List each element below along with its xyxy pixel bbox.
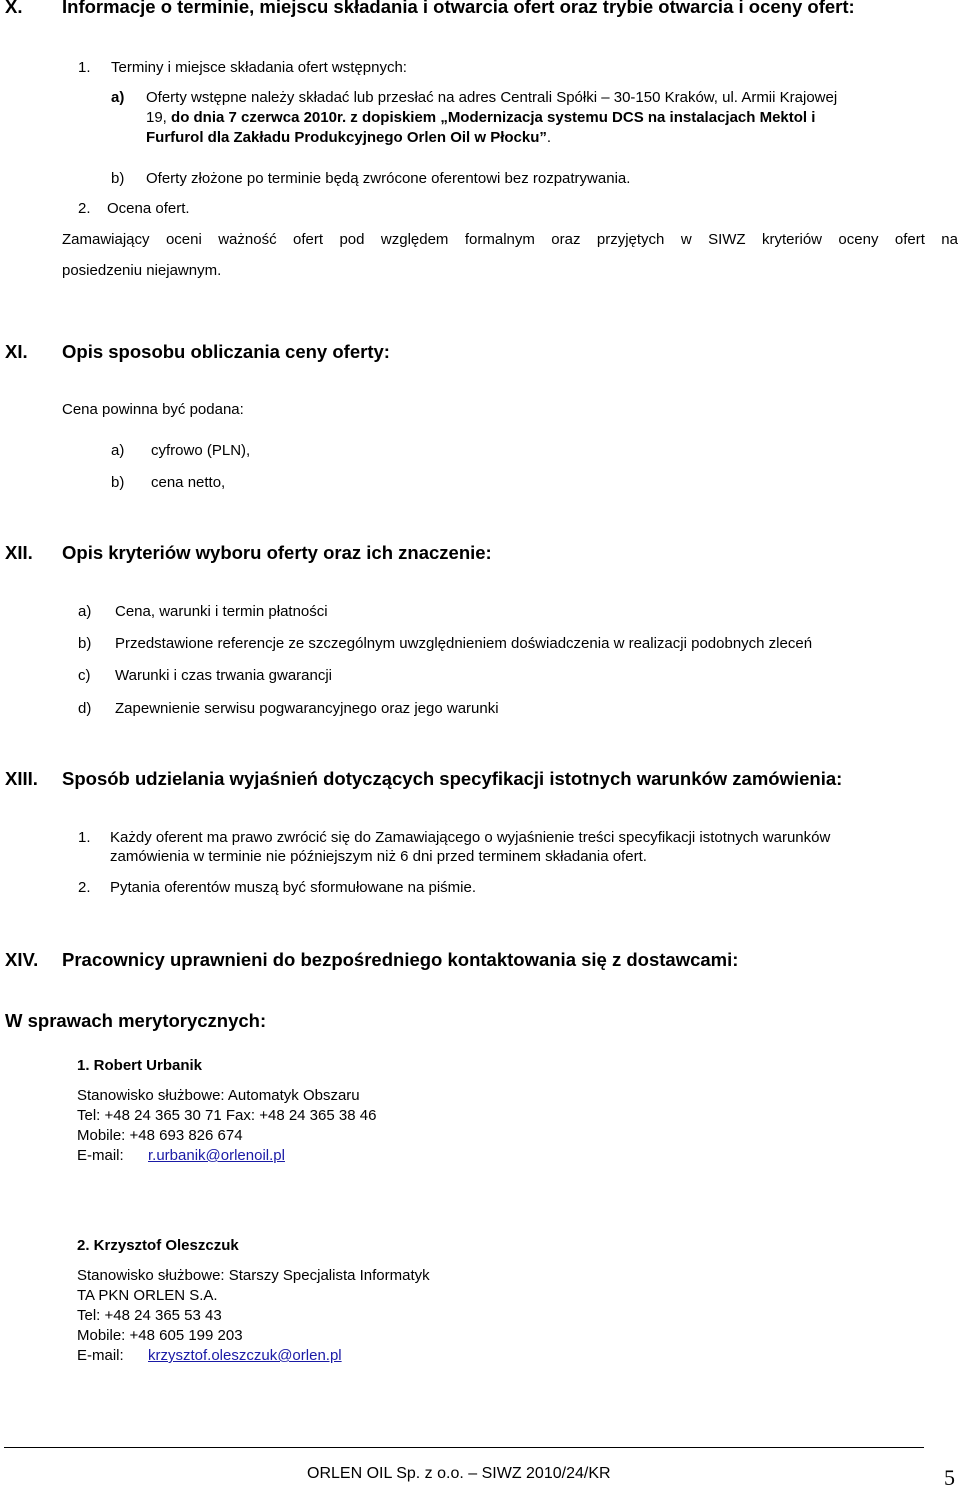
page-number: 5 (944, 1465, 955, 1490)
section-xiv-number: XIV. (5, 949, 39, 970)
criteria-item-a-label: a) (78, 603, 92, 620)
section-xii-title: Opis kryteriów wyboru oferty oraz ich znaczenie: (62, 542, 492, 563)
footer-text: ORLEN OIL Sp. z o.o. – SIWZ 2010/24/KR (307, 1465, 611, 1482)
criteria-item-b-label: b) (78, 635, 92, 652)
contact-1-name: 1. Robert Urbanik (77, 1057, 203, 1074)
clarification-item-1-line-1: Każdy oferent ma prawo zwrócić się do Zamawiającego o wyjaśnienie treści specyfikacji istotnych warunków (110, 829, 831, 846)
section-xiv-title: Pracownicy uprawnieni do bezpośredniego kontaktowania się z dostawcami: (62, 949, 739, 970)
item-a-label: a) (111, 89, 125, 106)
contact-2-email-label: E-mail: (77, 1347, 124, 1364)
section-xiii-title: Sposób udzielania wyjaśnień dotyczących specyfikacji istotnych warunków zamówienia: (62, 768, 843, 789)
contact-1-email-link[interactable]: r.urbanik@orlenoil.pl (148, 1147, 285, 1164)
item-a-line-3: Furfurol dla Zakładu Produkcyjnego Orlen Oil w Płocku”. (146, 129, 552, 146)
price-item-b-text: cena netto, (151, 474, 226, 491)
section-xi-title: Opis sposobu obliczania ceny oferty: (62, 341, 390, 362)
section-xi-number: XI. (5, 341, 28, 362)
clarification-item-2-text: Pytania oferentów muszą być sformułowane na piśmie. (110, 879, 477, 896)
clarification-item-2-number: 2. (78, 879, 91, 896)
evaluation-paragraph-line-2: posiedzeniu niejawnym. (62, 262, 222, 279)
criteria-item-d-label: d) (78, 700, 92, 717)
contact-2-phone: Tel: +48 24 365 53 43 (77, 1307, 222, 1324)
price-item-a-text: cyfrowo (PLN), (151, 442, 251, 459)
item-b-label: b) (111, 170, 125, 187)
contact-2-email-link[interactable]: krzysztof.oleszczuk@orlen.pl (148, 1347, 342, 1364)
price-item-b-label: b) (111, 474, 125, 491)
contact-2-organization: TA PKN ORLEN S.A. (77, 1287, 218, 1304)
section-xiii-number: XIII. (5, 768, 38, 789)
section-x-item-2-number: 2. (78, 200, 91, 217)
price-item-a-label: a) (111, 442, 125, 459)
contacts-subheading: W sprawach merytorycznych: (5, 1010, 267, 1031)
clarification-item-1-number: 1. (78, 829, 91, 846)
criteria-item-d-text: Zapewnienie serwisu pogwarancyjnego oraz jego warunki (115, 700, 499, 717)
contact-1-email-label: E-mail: (77, 1147, 124, 1164)
item-a-line-1: Oferty wstępne należy składać lub przesłać na adres Centrali Spółki – 30-150 Kraków, ul. Armii Krajowej (146, 89, 838, 106)
criteria-item-c-label: c) (78, 667, 91, 684)
clarification-item-1-line-2: zamówienia w terminie nie późniejszym niż 6 dni przed terminem składania ofert. (110, 848, 647, 865)
criteria-item-b-text: Przedstawione referencje ze szczególnym uwzględnieniem doświadczenia w realizacji podobnych zleceń (115, 635, 813, 652)
contact-2-name: 2. Krzysztof Oleszczuk (77, 1237, 239, 1254)
section-x-number: X. (5, 0, 23, 17)
footer-divider (4, 1447, 924, 1448)
evaluation-paragraph-line-1: Zamawiający oceni ważność ofert pod względem formalnym oraz przyjętych w SIWZ kryteriów oceny ofert na (62, 231, 958, 248)
section-x-title: Informacje o terminie, miejscu składania i otwarcia ofert oraz trybie otwarcia i oceny ofert: (62, 0, 855, 17)
contact-1-mobile: Mobile: +48 693 826 674 (77, 1127, 243, 1144)
item-a-line-2: 19, do dnia 7 czerwca 2010r. z dopiskiem „Modernizacja systemu DCS na instalacjach Mektol i (146, 109, 816, 126)
contact-2-mobile: Mobile: +48 605 199 203 (77, 1327, 243, 1344)
criteria-item-c-text: Warunki i czas trwania gwarancji (115, 667, 333, 684)
price-intro: Cena powinna być podana: (62, 401, 244, 418)
section-x-item-1-text: Terminy i miejsce składania ofert wstępnych: (111, 59, 407, 76)
contact-2-position: Stanowisko służbowe: Starszy Specjalista Informatyk (77, 1267, 430, 1284)
contact-1-position: Stanowisko służbowe: Automatyk Obszaru (77, 1087, 360, 1104)
section-x-item-2-text: Ocena ofert. (107, 200, 190, 217)
contact-1-phone: Tel: +48 24 365 30 71 Fax: +48 24 365 38 46 (77, 1107, 377, 1124)
section-xii-number: XII. (5, 542, 33, 563)
item-b-text: Oferty złożone po terminie będą zwrócone oferentowi bez rozpatrywania. (146, 170, 631, 187)
criteria-item-a-text: Cena, warunki i termin płatności (115, 603, 328, 620)
section-x-item-1-number: 1. (78, 59, 91, 76)
